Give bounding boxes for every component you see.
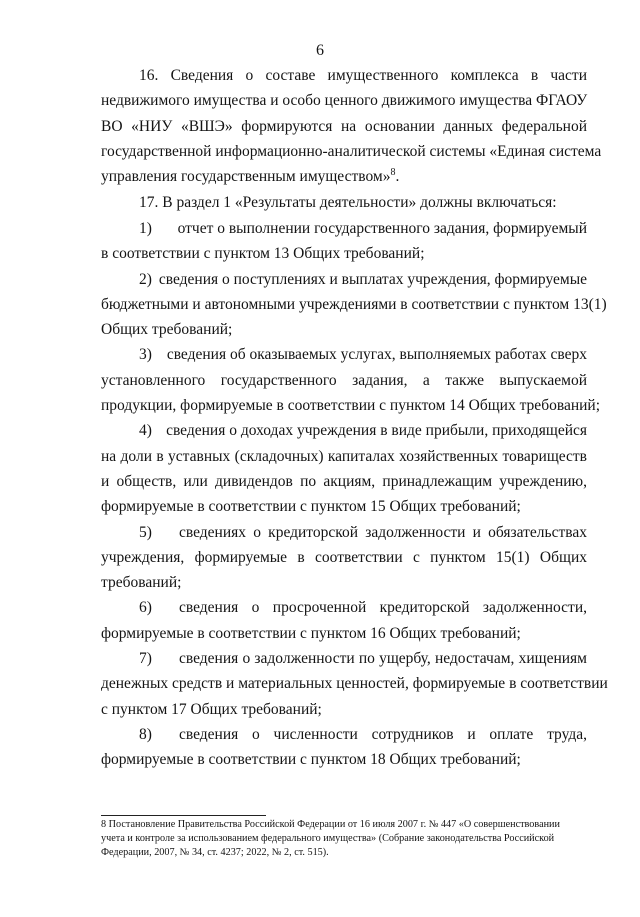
list-item [101,267,607,343]
list-item-line: требований; [101,574,182,592]
paragraph-line: 16. Сведения о составе имущественного комплекса в части [139,67,587,84]
paragraph-line: государственной информационно-аналитической системы «Единая система [101,142,602,160]
list-item-number: 8) [139,725,152,743]
page-number: 6 [316,42,324,59]
list-item [101,216,587,267]
list-item-line: и обществ, или дивидендов по акциям, принадлежащим учреждению, [101,472,587,490]
list-item-first-line [101,418,587,443]
footnote-reference: 8 [390,167,396,179]
paragraph-line-last [101,164,587,189]
list-item-text: сведения о доходах учреждения в виде прибыли, приходящейся [166,422,587,440]
paragraph-line: недвижимого имущества и особо ценного движимого имущества ФГАОУ [101,92,588,110]
footnote [101,818,587,859]
list-item-number: 2) [139,270,152,288]
list-item-text: сведения о задолженности по ущербу, недостачам, хищениям [179,650,587,668]
list-item-text: сведения о численности сотрудников и оплате труда, [179,725,587,743]
list-item [101,342,601,418]
list-item [101,595,587,646]
list-item-line: формируемые в соответствии с пунктом 18 Общих требований; [101,751,521,769]
list-item-line: денежных средств и материальных ценностей, формируемые в соответствии [101,675,608,693]
list-item-line: установленного государственного задания, а также выпускаемой [101,371,587,389]
paragraph-16 [101,63,602,189]
list-item [101,646,608,722]
list-item-text: сведения о поступлениях и выплатах учреждения, формируемые [158,270,587,288]
paragraph-punct: . [395,168,400,186]
list-item-first-line [101,267,587,292]
list-item-number: 1) [139,220,152,237]
list-item-number: 6) [139,599,152,617]
list-item-first-line [101,646,587,671]
list-item-text: сведения о просроченной кредиторской задолженности, [179,599,587,617]
list-item-line: с пунктом 17 Общих требований; [101,700,322,718]
list-item-line: формируемые в соответствии с пунктом 15 Общих требований; [101,498,521,516]
list-item-line: продукции, формируемые в соответствии с пунктом 14 Общих требований; [101,397,601,415]
list-item-text: отчет о выполнении государственного задания, формируемый [177,220,587,237]
footnote-line: 8 Постановление Правительства Российской Федерации от 16 июля 2007 г. № 447 «О совершенствовании [101,819,560,830]
list-item-first-line [101,595,587,620]
list-item-text: сведениях о кредиторской задолженности и обязательствах [179,523,587,541]
list-item-line: формируемые в соответствии с пунктом 16 Общих требований; [101,624,521,642]
list-item [101,722,587,773]
list-item-line: на доли в уставных (складочных) капиталах хозяйственных товариществ [101,447,587,465]
list-item-first-line [101,520,587,545]
paragraph-text: управления государственным имуществом» [101,168,391,186]
list-item [101,520,587,596]
list-item-line: бюджетными и автономными учреждениями в соответствии с пунктом 13(1) [101,295,607,313]
footnote-separator [101,815,266,816]
list-item-first-line [101,216,587,241]
items-list [101,216,608,773]
list-item-first-line [101,722,587,747]
list-item-line: учреждения, формируемые в соответствии с пунктом 15(1) Общих [101,548,587,566]
list-item-number: 4) [139,422,152,440]
list-item-number: 3) [139,346,152,364]
list-item-line: в соответствии с пунктом 13 Общих требований; [101,245,425,263]
footnote-line: учета и контроле за использованием федерального имущества» (Собрание законодательства Российской [101,832,555,844]
list-item-line: Общих требований; [101,321,233,339]
list-item-text: сведения об оказываемых услугах, выполняемых работах сверх [166,346,587,364]
paragraph-line: ВО «НИУ «ВШЭ» формируются на основании данных федеральной [101,117,587,135]
list-item-number: 7) [139,650,152,668]
paragraph-17 [101,190,587,215]
list-item-first-line [101,342,587,367]
list-item [101,418,587,519]
paragraph-line: 17. В раздел 1 «Результаты деятельности» должны включаться: [139,194,557,211]
list-item-number: 5) [139,523,152,541]
footnote-line: Федерации, 2007, № 34, ст. 4237; 2022, № 2, ст. 515). [101,846,329,858]
